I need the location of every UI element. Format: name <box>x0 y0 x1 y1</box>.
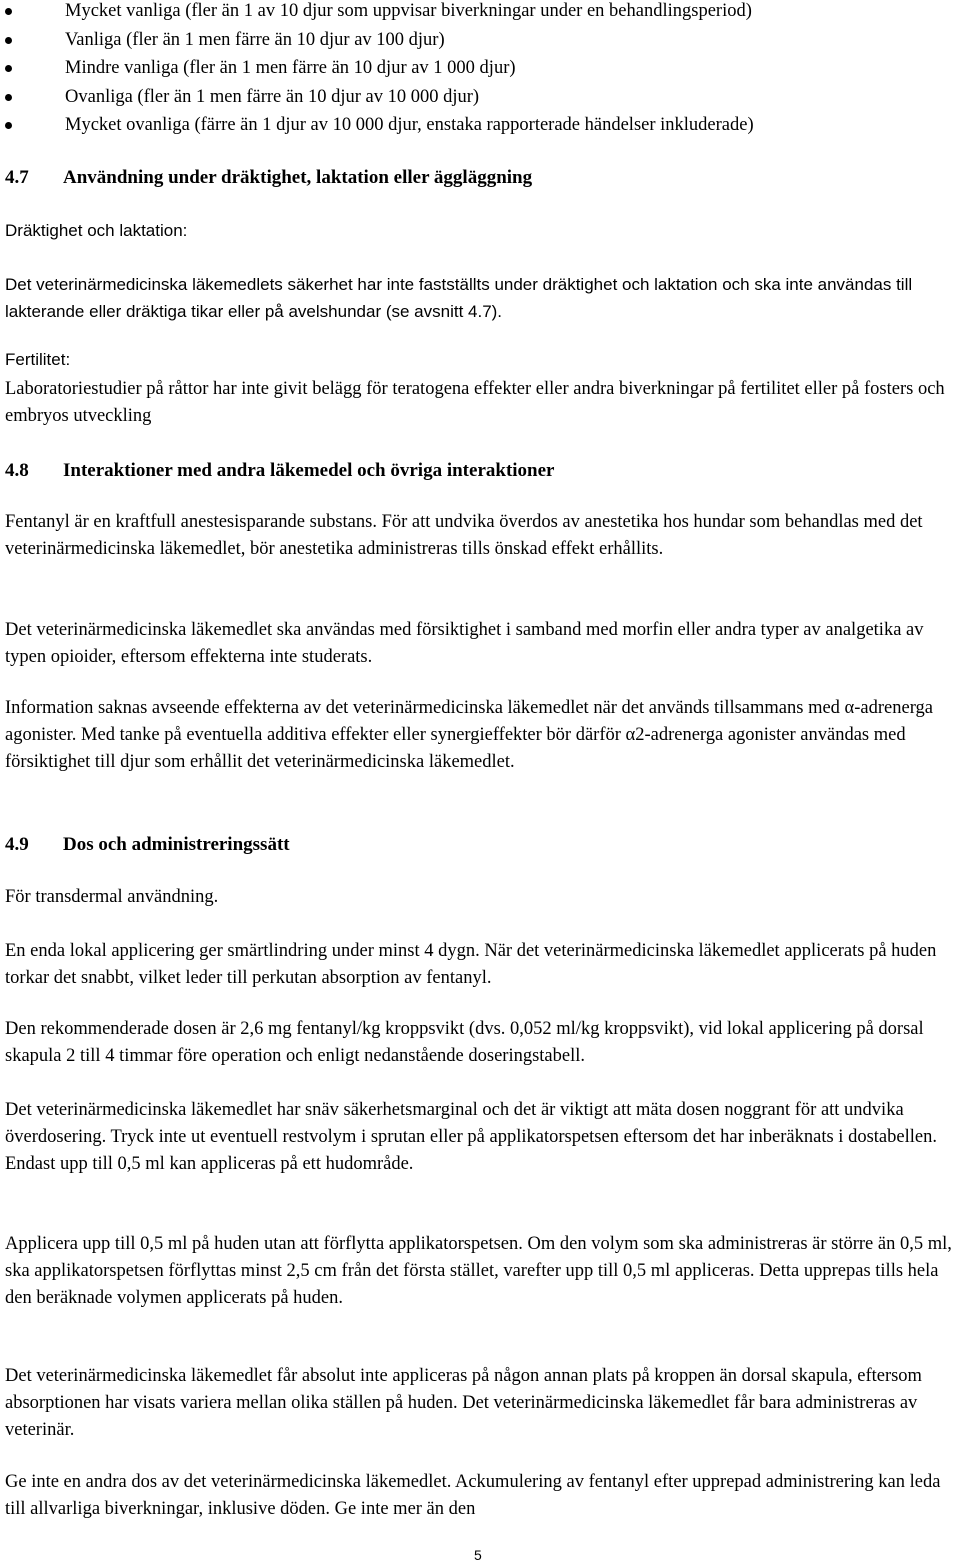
bullet-icon <box>5 94 12 101</box>
page-number: 5 <box>474 1547 482 1563</box>
paragraph: Applicera upp till 0,5 ml på huden utan att förflytta applikatorspetsen. Om den volym som ska administreras är större än 0,5 ml, ska applikatorspetsen förflyttas minst 2,5 cm från det första stället, varefter upp till 0,5 ml appliceras. Detta upprepas tills hela den beräknade volymen applicerats på huden. <box>5 1234 952 1308</box>
list-item: Mindre vanliga (fler än 1 men färre än 10 djur av 1 000 djur) <box>5 54 754 83</box>
paragraph: För transdermal användning. <box>5 887 219 907</box>
paragraph: Det veterinärmedicinska läkemedlet har snäv säkerhetsmarginal och det är viktigt att mäta dosen noggrant för att undvika överdosering. Tryck inte ut eventuell restvolym i sprutan eller på applikatorspetsen eftersom det har inberäknats i dostabellen. Endast upp till 0,5 ml kan appliceras på ett hudområde. <box>5 1100 937 1174</box>
paragraph: Laboratoriestudier på råttor har inte givit belägg för teratogena effekter eller andra biverkningar på fertilitet eller på fosters och embryos utveckling <box>5 379 945 426</box>
section-heading-4-8: 4.8 Interaktioner med andra läkemedel och övriga interaktioner <box>5 460 555 481</box>
bullet-icon <box>5 8 12 15</box>
list-item: Mycket ovanliga (färre än 1 djur av 10 000 djur, enstaka rapporterade händelser inkluderade) <box>5 111 754 140</box>
list-item: Ovanliga (fler än 1 men färre än 10 djur av 10 000 djur) <box>5 83 754 112</box>
bullet-icon <box>5 37 12 44</box>
list-item: Mycket vanliga (fler än 1 av 10 djur som uppvisar biverkningar under en behandlingsperiod) <box>5 0 754 26</box>
paragraph: Information saknas avseende effekterna av det veterinärmedicinska läkemedlet när det används tillsammans med α-adrenerga agonister. Med tanke på eventuella additiva effekter eller synergieffekter bör därför α2-adrenerga agonister användas med försiktighet till djur som erhållit det veterinärmedicinska läkemedlet. <box>5 698 933 772</box>
bullet-icon <box>5 122 12 129</box>
paragraph: Det veterinärmedicinska läkemedlet ska användas med försiktighet i samband med morfin eller andra typer av analgetika av typen opioider, eftersom effekterna inte studerats. <box>5 620 924 667</box>
frequency-list <box>5 0 754 140</box>
bullet-icon <box>5 65 12 72</box>
paragraph: Ge inte en andra dos av det veterinärmedicinska läkemedlet. Ackumulering av fentanyl efter upprepad administrering kan leda till allvarliga biverkningar, inklusive döden. Ge inte mer än den <box>5 1472 941 1519</box>
section-heading-4-9: 4.9 Dos och administreringssätt <box>5 834 290 855</box>
paragraph: Det veterinärmedicinska läkemedlets säkerhet har inte fastställts under dräktighet och laktation och ska inte användas till lakterande eller dräktiga tikar eller på avelshundar (se avsnitt 4.7). <box>5 275 913 321</box>
paragraph: Fentanyl är en kraftfull anestesisparande substans. För att undvika överdos av anestetika hos hundar som behandlas med det veterinärmedicinska läkemedlet, bör anestetika administreras tills önskad effekt erhållits. <box>5 512 923 559</box>
paragraph: Det veterinärmedicinska läkemedlet får absolut inte appliceras på någon annan plats på kroppen än dorsal skapula, eftersom absorptionen har visats variera mellan olika ställen på huden. Det veterinärmedicinska läkemedlet får bara administreras av veterinär. <box>5 1366 922 1440</box>
paragraph: En enda lokal applicering ger smärtlindring under minst 4 dygn. När det veterinärmedicinska läkemedlet applicerats på huden torkar det snabbt, vilket leder till perkutan absorption av fentanyl. <box>5 941 937 988</box>
list-item: Vanliga (fler än 1 men färre än 10 djur av 100 djur) <box>5 26 754 55</box>
paragraph: Den rekommenderade dosen är 2,6 mg fentanyl/kg kroppsvikt (dvs. 0,052 ml/kg kroppsvikt), vid lokal applicering på dorsal skapula 2 till 4 timmar före operation och enligt nedanstående doseringstabell. <box>5 1019 924 1066</box>
section-heading-4-7: 4.7 Användning under dräktighet, laktation eller äggläggning <box>5 167 533 188</box>
subheading-pregnancy: Dräktighet och laktation: <box>5 221 188 240</box>
subheading-fertility: Fertilitet: <box>5 350 71 369</box>
